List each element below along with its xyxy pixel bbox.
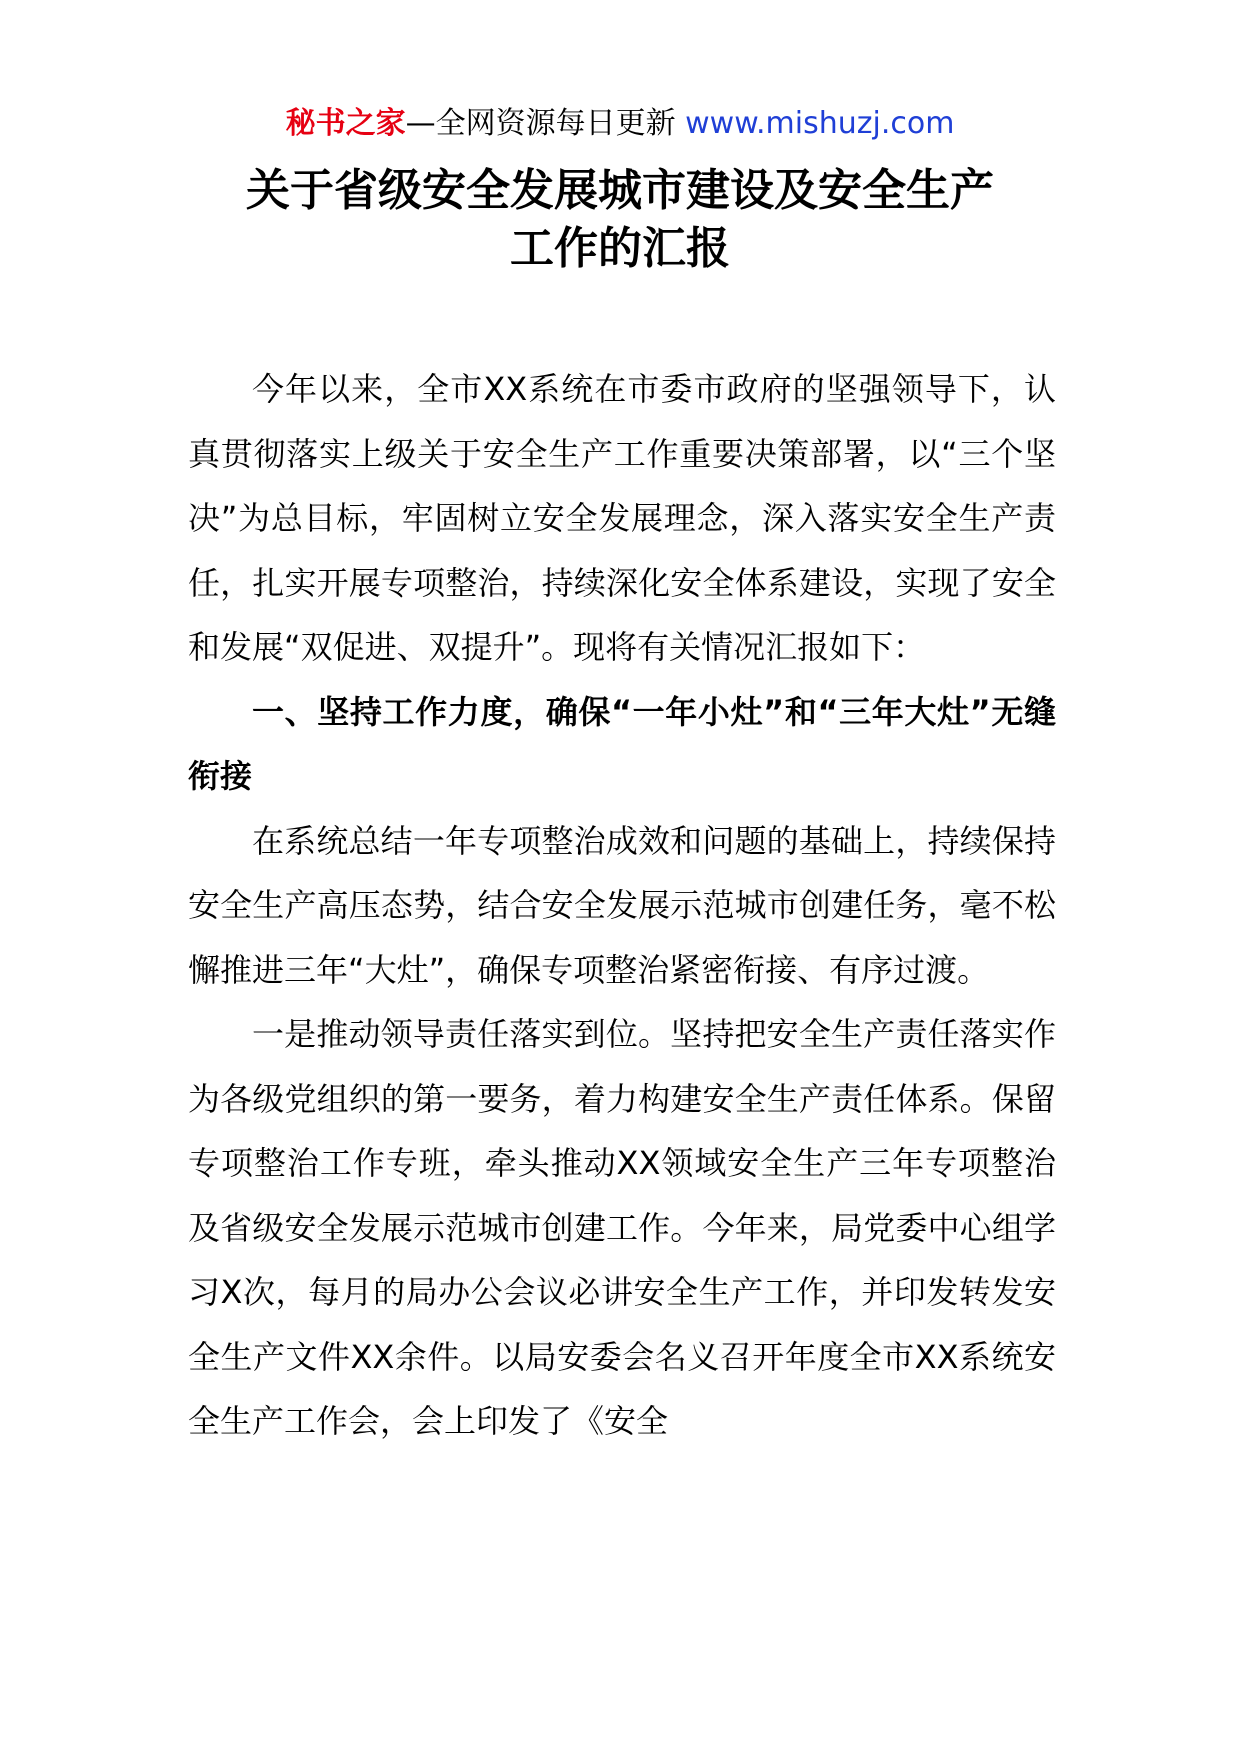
site-url-link[interactable]: www.mishuzj.com	[685, 106, 955, 141]
document-title-line-1: 关于省级安全发展城市建设及安全生产	[246, 165, 994, 216]
document-body	[188, 357, 1056, 1454]
site-tagline: —全网资源每日更新	[405, 106, 676, 141]
intro-paragraph: 今年以来，全市XX系统在市委市政府的坚强领导下，认真贯彻落实上级关于安全生产工作重要决策部署，以“三个坚决”为总目标，牢固树立安全发展理念，深入落实安全生产责任，扎实开展专项整治，持续深化安全体系建设，实现了安全和发展“双促进、双提升”。现将有关情况汇报如下：	[188, 370, 1056, 666]
section-heading-1: 一、坚持工作力度，确保“一年小灶”和“三年大灶”无缝衔接	[188, 692, 1056, 795]
body-paragraph: 在系统总结一年专项整治成效和问题的基础上，持续保持安全生产高压态势，结合安全发展示范城市创建任务，毫不松懈推进三年“大灶”，确保专项整治紧密衔接、有序过渡。	[188, 821, 1056, 989]
document-title	[0, 162, 1240, 278]
site-header	[0, 102, 1240, 146]
body-paragraph: 一是推动领导责任落实到位。坚持把安全生产责任落实作为各级党组织的第一要务，着力构建安全生产责任体系。保留专项整治工作专班，牵头推动XX领域安全生产三年专项整治及省级安全发展示范城市创建工作。今年来，局党委中心组学习X次，每月的局办公会议必讲安全生产工作，并印发转发安全生产文件XX余件。以局安委会名义召开年度全市XX系统安全生产工作会，会上印发了《安全	[188, 1015, 1056, 1440]
site-brand: 秘书之家	[285, 106, 406, 141]
document-title-line-2: 工作的汇报	[510, 223, 730, 274]
